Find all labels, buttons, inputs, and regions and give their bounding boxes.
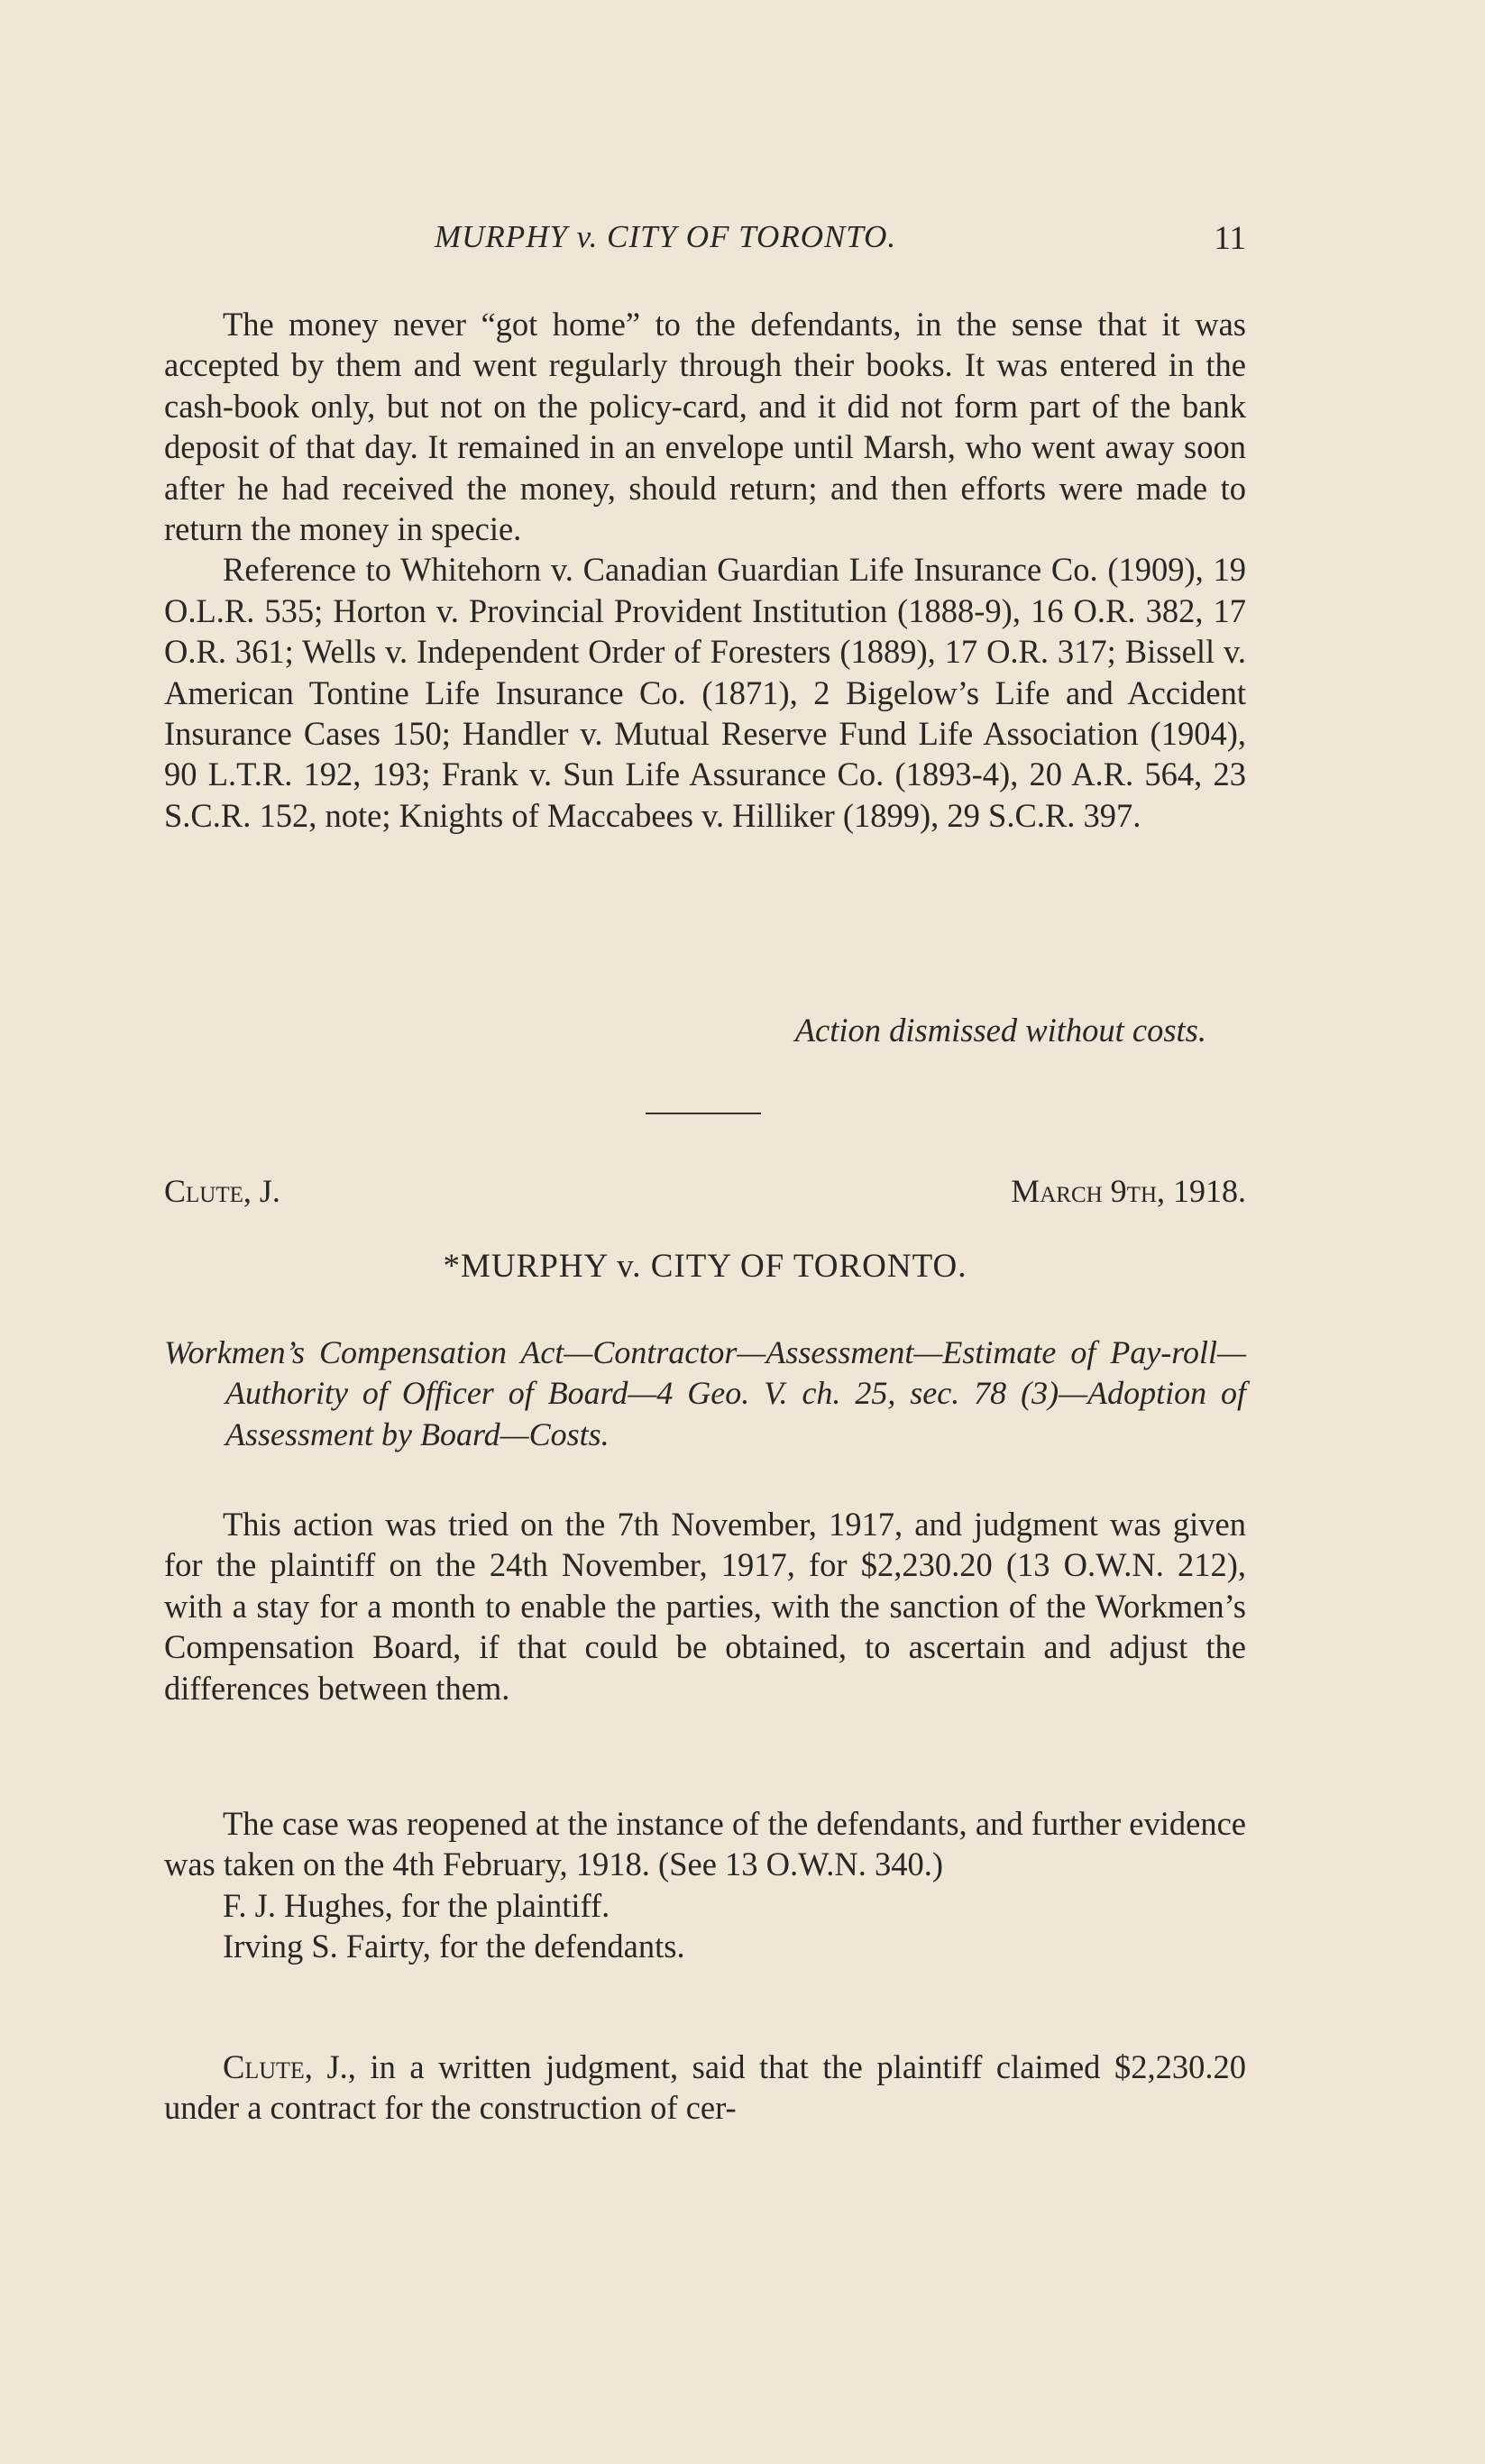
counsel-plaintiff: F. J. Hughes, for the plaintiff.: [223, 1886, 610, 1924]
running-title: MURPHY v. CITY OF TORONTO.: [435, 219, 897, 254]
case-header-line: [164, 1172, 1246, 1217]
decision-date: March 9th, 1918.: [1011, 1173, 1246, 1209]
section-insurance-conclusion: [164, 304, 1246, 836]
section-reopening: [164, 1803, 1246, 1967]
page-number: 11: [1214, 220, 1246, 257]
case-title: *MURPHY v. CITY OF TORONTO.: [443, 1248, 967, 1285]
paragraph-references: Reference to Whitehorn v. Canadian Guardian Life Insurance Co. (1909), 19 O.L.R. 535; Horton v. Provincial Provident Institution (1888-9), 16 O.R. 382, 17 O.R. 361; Wells v. Independent Order of Foresters (1889), 17 O.R. 317; Bissell v. American Tontine Life Insurance Co. (1871), 2 Bigelow’s Life and Accident Insurance Cases 150; Handler v. Mutual Reserve Fund Life Association (1904), 90 L.T.R. 192, 193; Frank v. Sun Life Assurance Co. (1893-4), 20 A.R. 564, 23 S.C.R. 152, note; Knights of Maccabees v. Hilliker (1899), 29 S.C.R. 397.: [164, 551, 1246, 834]
judgment-paragraph: [164, 2047, 1246, 2129]
disposition-block: [164, 1010, 1246, 1050]
section-divider: [646, 1113, 761, 1114]
paragraph: The case was reopened at the instance of the defendants, and further evidence was taken on the 4th February, 1918. (See 13 O.W.N. 340.): [164, 1805, 1246, 1883]
running-head: [164, 219, 1246, 264]
paragraph: The money never “got home” to the defendants, in the sense that it was accepted by them and went regularly through their books. It was entered in the cash-book only, but not on the policy-card, and it did not form part of the bank deposit of that day. It remained in an envelope until Marsh, who went away soon after he had received the money, should return; and then efforts were made to return the money in specie.: [164, 306, 1246, 548]
judgment-judge: Clute, J.: [223, 2048, 348, 2085]
judgment-text: , in a written judgment, said that the plaintiff claimed $2,230.20 under a contract for the construction of cer-: [164, 2048, 1246, 2127]
counsel-defendants: Irving S. Fairty, for the defendants.: [223, 1928, 685, 1965]
judge-name: Clute, J.: [164, 1173, 280, 1209]
section-judgment: [164, 2047, 1246, 2129]
section-trial-history: [164, 1504, 1246, 1708]
headnote: Workmen’s Compensation Act—Contractor—Assessment—Estimate of Pay-roll—Authority of Officer of Board—4 Geo. V. ch. 25, sec. 78 (3)—Adoption of Assessment by Board—Costs.: [164, 1334, 1246, 1452]
disposition: Action dismissed without costs.: [794, 1012, 1206, 1049]
paragraph: This action was tried on the 7th November, 1917, and judgment was given for the plaintiff on the 24th November, 1917, for $2,230.20 (13 O.W.N. 212), with a stay for a month to enable the parties, with the sanction of the Workmen’s Compensation Board, if that could be obtained, to ascertain and adjust the differences between them.: [164, 1506, 1246, 1707]
